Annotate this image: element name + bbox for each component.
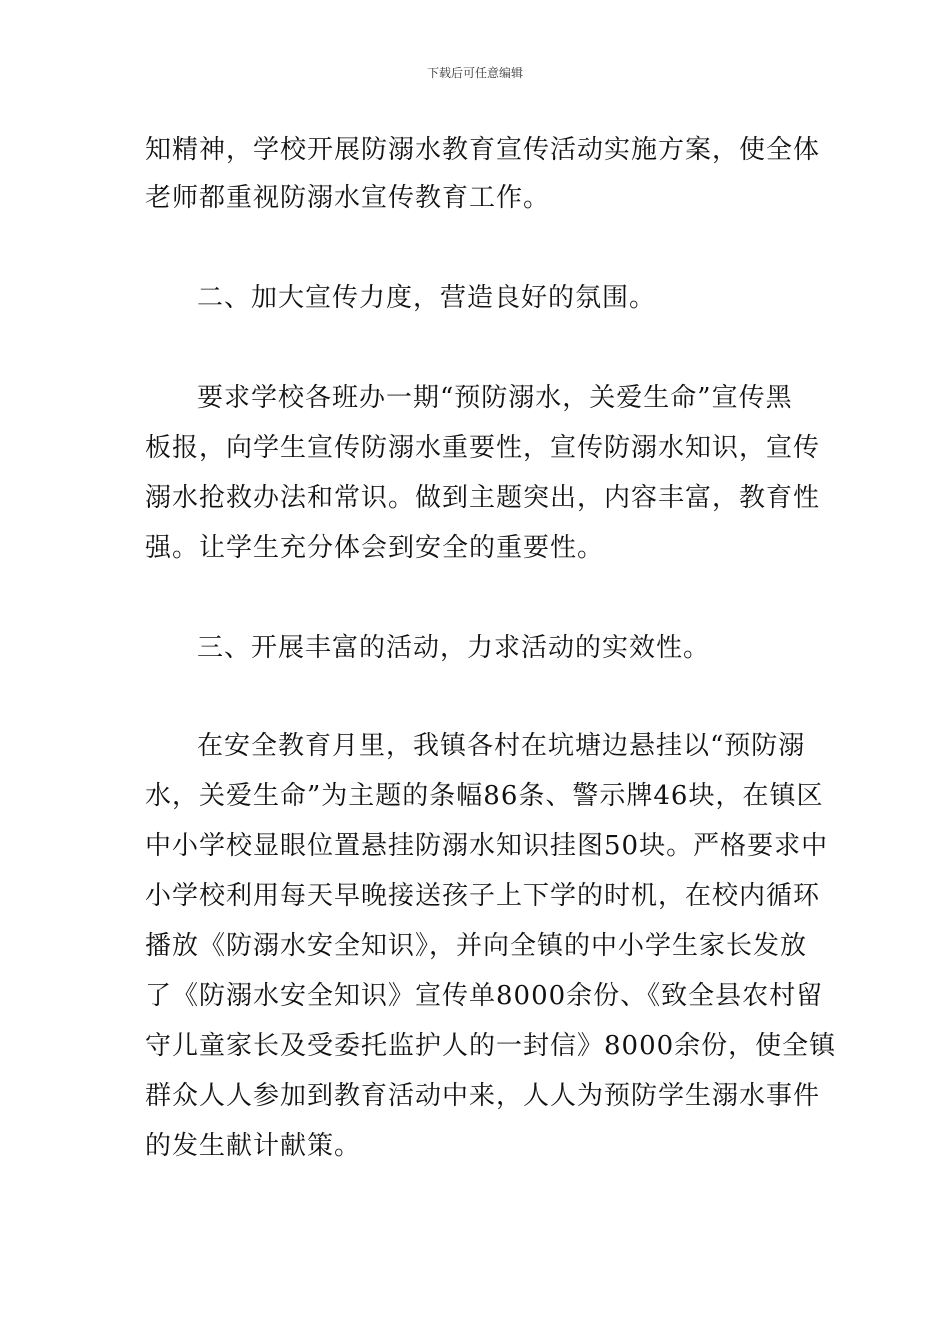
paragraph-line: 守儿童家长及受委托监护人的一封信》8000余份，使全镇 — [145, 1031, 837, 1061]
section-heading: 二、加大宣传力度，营造良好的氛围。 — [197, 283, 657, 313]
paragraph-line: 小学校利用每天早晚接送孩子上下学的时机，在校内循环 — [145, 881, 821, 911]
paragraph-line: 强。让学生充分体会到安全的重要性。 — [145, 533, 605, 563]
paragraph-line: 群众人人参加到教育活动中来，人人为预防学生溺水事件 — [145, 1081, 821, 1111]
page-header: 下载后可任意编辑 — [426, 66, 523, 80]
paragraph-line: 老师都重视防溺水宣传教育工作。 — [145, 183, 551, 213]
paragraph-line: 播放《防溺水安全知识》，并向全镇的中小学生家长发放 — [145, 931, 808, 961]
paragraph-line: 的发生献计献策。 — [145, 1131, 362, 1161]
paragraph-line: 水，关爱生命”为主题的条幅86条、警示牌46块，在镇区 — [145, 781, 824, 811]
section-heading: 三、开展丰富的活动，力求活动的实效性。 — [197, 633, 711, 663]
paragraph-line: 要求学校各班办一期“预防溺水，关爱生命”宣传黑 — [197, 383, 793, 413]
paragraph-line: 中小学校显眼位置悬挂防溺水知识挂图50块。严格要求中 — [145, 831, 829, 861]
paragraph-line: 板报，向学生宣传防溺水重要性，宣传防溺水知识，宣传 — [145, 433, 821, 463]
paragraph-line: 了《防溺水安全知识》宣传单8000余份、《致全县农村留 — [145, 981, 824, 1011]
paragraph-line: 在安全教育月里，我镇各村在坑塘边悬挂以“预防溺 — [197, 731, 806, 761]
paragraph-line: 知精神，学校开展防溺水教育宣传活动实施方案，使全体 — [145, 135, 821, 165]
paragraph-line: 溺水抢救办法和常识。做到主题突出，内容丰富，教育性 — [145, 483, 821, 513]
